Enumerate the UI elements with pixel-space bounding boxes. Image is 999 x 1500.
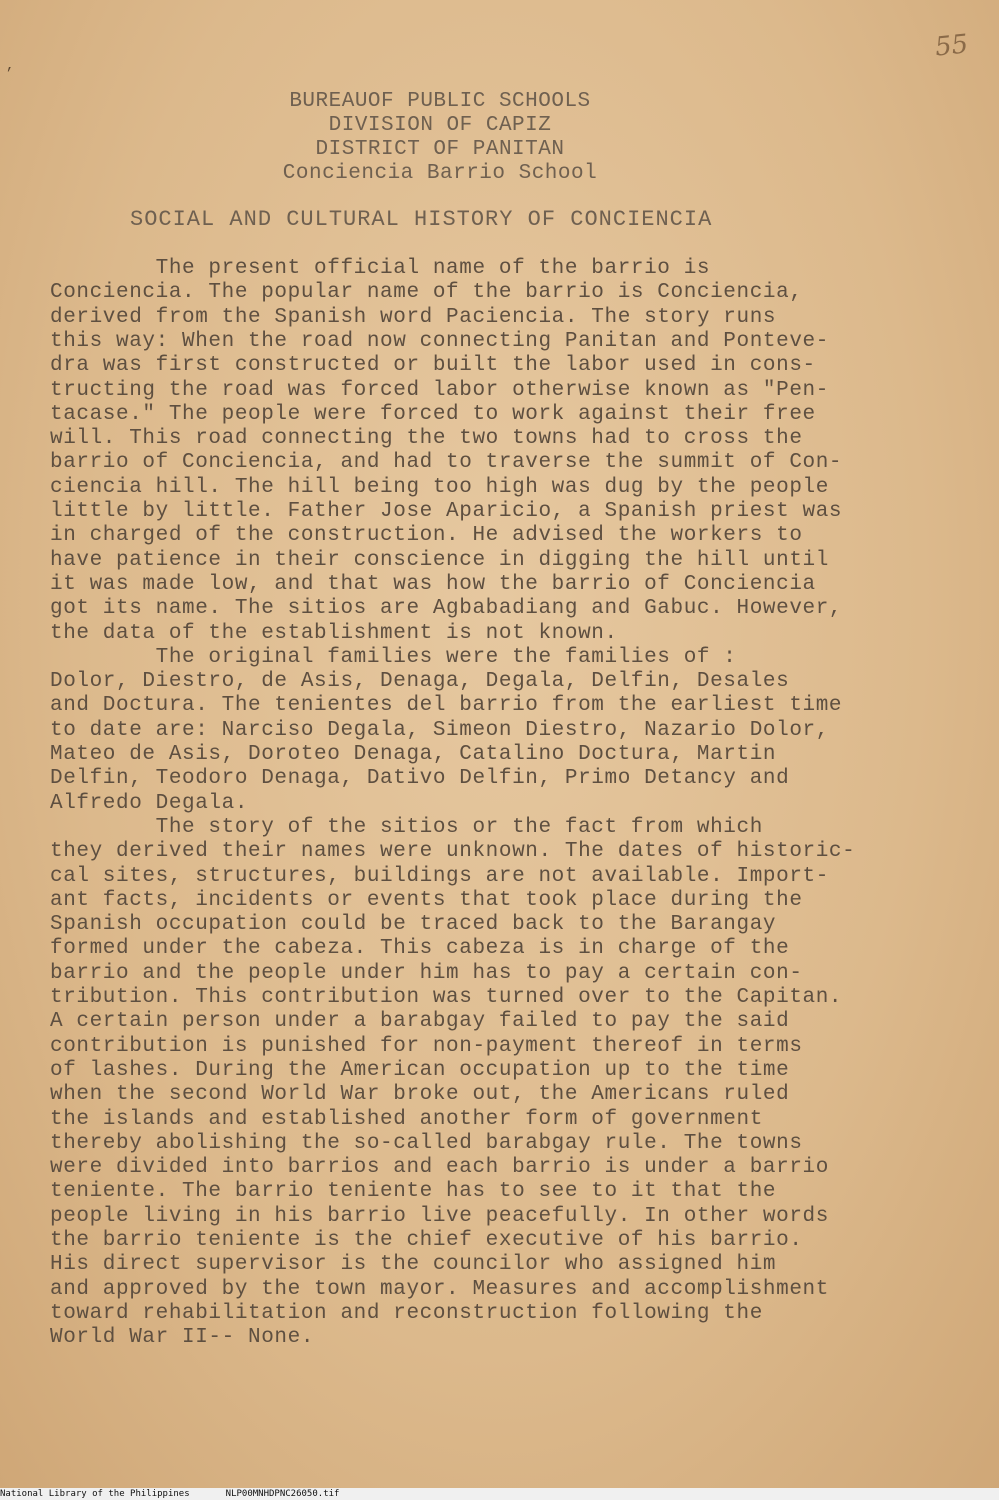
body-line: they derived their names were unknown. The dates of historic- xyxy=(50,840,856,864)
body-line: contribution is punished for non-payment thereof in terms xyxy=(50,1034,803,1058)
header-district: DISTRICT OF PANITAN xyxy=(315,138,565,161)
body-line: A certain person under a barabgay failed to pay the said xyxy=(50,1010,790,1034)
body-line: Mateo de Asis, Doroteo Denaga, Catalino Doctura, Martin xyxy=(50,743,777,766)
body-line: got its name. The sitios are Agbabadiang and Gabuc. However, xyxy=(50,597,843,621)
body-line: people living in his barrio live peacefully. In other words xyxy=(50,1204,829,1228)
body-line: and approved by the town mayor. Measures and accomplishment xyxy=(50,1277,829,1301)
body-line: Alfredo Degala. xyxy=(50,791,249,815)
body-line: and Doctura. The tenientes del barrio from the earliest time xyxy=(50,694,843,718)
body-line: teniente. The barrio teniente has to see to it that the xyxy=(50,1180,777,1204)
body-line: dra was first constructed or built the labor used in cons- xyxy=(50,354,816,378)
body-line: it was made low, and that was how the barrio of Conciencia xyxy=(50,572,816,596)
body-line: were divided into barrios and each barrio is under a barrio xyxy=(50,1156,829,1180)
body-line: The original families were the families of : xyxy=(50,645,737,669)
body-line: barrio of Conciencia, and had to traverse the summit of Con- xyxy=(50,451,843,475)
scan-footer xyxy=(0,1488,999,1500)
body-line: derived from the Spanish word Paciencia. The story runs xyxy=(50,305,777,329)
body-line: formed under the cabeza. This cabeza is in charge of the xyxy=(50,937,790,961)
header-bureau: BUREAUOF PUBLIC SCHOOLS xyxy=(289,90,591,113)
footer-library: National Library of the Philippines xyxy=(0,1489,190,1499)
body-line: the data of the establishment is not known. xyxy=(50,621,618,645)
header-school: Conciencia Barrio School xyxy=(282,162,598,185)
body-line: have patience in their conscience in digging the hill until xyxy=(50,548,829,572)
body-line: thereby abolishing the so-called barabgay rule. The towns xyxy=(50,1131,803,1155)
header-division: DIVISION OF CAPIZ xyxy=(328,114,552,137)
ink-mark: , xyxy=(6,58,15,74)
body-line: His direct supervisor is the councilor who assigned him xyxy=(50,1253,777,1277)
body-line: tacase." The people were forced to work against their free xyxy=(50,402,816,426)
body-line: of lashes. During the American occupation up to the time xyxy=(50,1058,790,1082)
body-line: cal sites, structures, buildings are not available. Import- xyxy=(50,864,829,888)
body-line: the islands and established another form of government xyxy=(50,1107,763,1131)
body-line: this way: When the road now connecting Panitan and Ponteve- xyxy=(50,329,829,353)
body-line: ant facts, incidents or events that took place during the xyxy=(50,888,803,912)
body-line: Spanish occupation could be traced back to the Barangay xyxy=(50,913,777,937)
body-line: in charged of the construction. He advised the workers to xyxy=(50,524,803,548)
body-line: Conciencia. The popular name of the barrio is Conciencia, xyxy=(50,281,803,305)
body-line: The story of the sitios or the fact from which xyxy=(50,815,763,839)
body-line: World War II-- None. xyxy=(50,1326,315,1350)
page-number: 55 xyxy=(933,29,970,63)
body-line: to date are: Narciso Degala, Simeon Diestro, Nazario Dolor, xyxy=(50,718,829,742)
document-title: SOCIAL AND CULTURAL HISTORY OF CONCIENCIA xyxy=(130,207,713,232)
body-line: barrio and the people under him has to pay a certain con- xyxy=(50,961,803,985)
body-line: will. This road connecting the two towns had to cross the xyxy=(50,427,803,451)
body-line: Delfin, Teodoro Denaga, Dativo Delfin, Primo Detancy and xyxy=(50,767,790,791)
body-line: ciencia hill. The hill being too high was dug by the people xyxy=(50,475,829,499)
body-line: toward rehabilitation and reconstruction following the xyxy=(50,1301,763,1325)
body-line: tructing the road was forced labor otherwise known as "Pen- xyxy=(50,378,829,402)
body-line: when the second World War broke out, the Americans ruled xyxy=(50,1083,790,1107)
body-line: little by little. Father Jose Aparicio, a Spanish priest was xyxy=(50,500,843,523)
body-line: tribution. This contribution was turned over to the Capitan. xyxy=(50,986,843,1009)
body-line: Dolor, Diestro, de Asis, Denaga, Degala, Delfin, Desales xyxy=(50,670,790,694)
body-line: the barrio teniente is the chief executive of his barrio. xyxy=(50,1229,803,1252)
body-line: The present official name of the barrio is xyxy=(50,257,711,280)
footer-file-id: NLP00MNHDPNC26050.tif xyxy=(225,1489,340,1499)
